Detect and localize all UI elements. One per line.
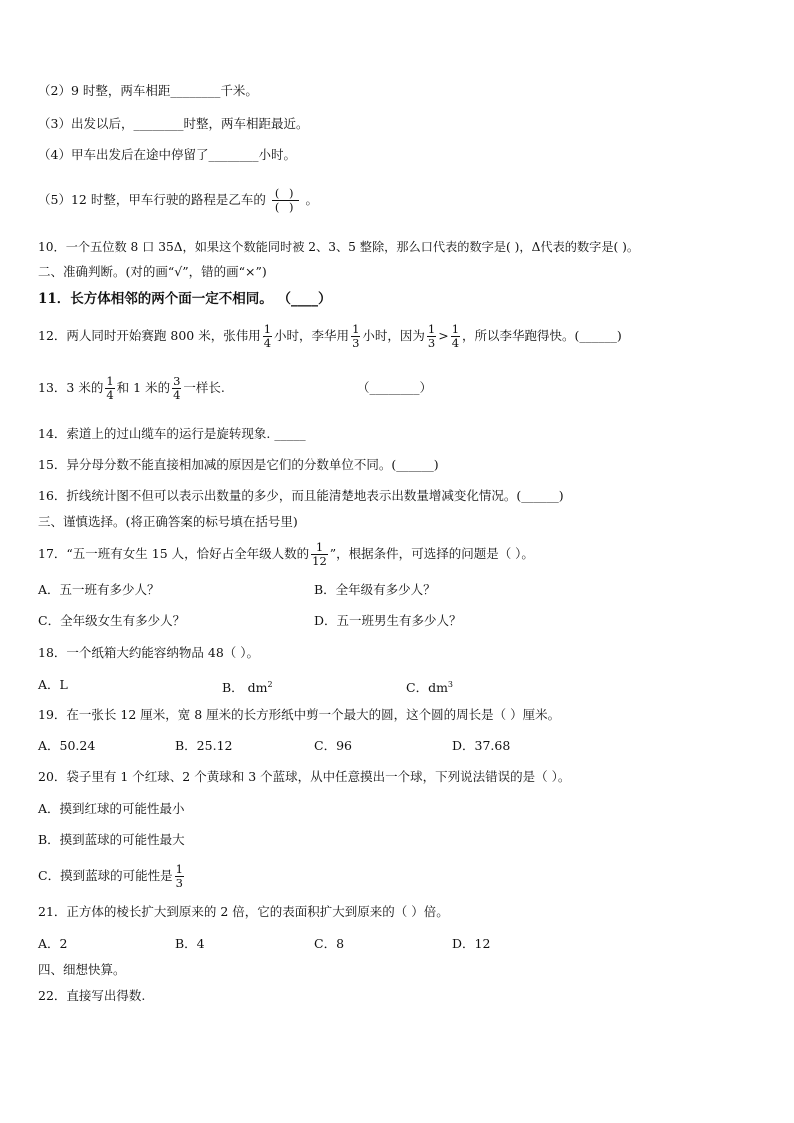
fraction-denominator: 4: [263, 336, 272, 350]
q18-option-a: A．L: [38, 677, 68, 692]
q19-option-d: D．37.68: [452, 738, 511, 753]
q18-option-c-text: C．dm: [406, 680, 448, 696]
question-18: 18．一个纸箱大约能容纳物品 48（ ）。: [38, 645, 260, 660]
q12-fraction-4: [451, 323, 460, 350]
q20-option-b: B．摸到蓝球的可能性最大: [38, 832, 185, 847]
q9-part-5-text: （5）12 时整，甲车行驶的路程是乙车的: [38, 192, 266, 207]
q17-option-d: D．五一班男生有多少人？: [314, 613, 462, 628]
q18-option-c-exponent: 3: [447, 680, 454, 689]
q17-option-b: B．全年级有多少人？: [314, 582, 436, 597]
question-11: 11．长方体相邻的两个面一定不相同。 （____）: [38, 291, 332, 307]
q13-fraction-2: [172, 375, 181, 402]
fraction-denominator: 4: [451, 336, 460, 350]
question-20: 20．袋子里有 1 个红球、2 个黄球和 3 个蓝球，从中任意摸出一个球，下列说法错误的是（ ）。: [38, 769, 571, 784]
fraction-denominator: 4: [106, 388, 114, 402]
greater-than-sign: >: [438, 328, 449, 343]
q13-fraction-1: [105, 375, 114, 402]
q20-option-c-fraction: [175, 863, 184, 890]
fraction-numerator: ( ): [272, 187, 300, 201]
q17-text-b: ”，根据条件，可选择的问题是（ ）。: [329, 546, 534, 561]
q18-option-b: [222, 676, 273, 697]
q12-text-d: ，所以李华跑得快。(______): [462, 328, 622, 343]
q13-text-b: 和 1 米的: [116, 380, 171, 395]
fraction-numerator: 1: [106, 374, 114, 388]
q12-text-a: 12．两人同时开始赛跑 800 米，张伟用: [38, 328, 261, 343]
fraction-numerator: 1: [175, 862, 183, 876]
q17-option-a: A．五一班有多少人？: [38, 582, 160, 597]
q9-part-5: [38, 178, 318, 222]
fraction-denominator: 3: [427, 336, 436, 350]
question-13: [38, 370, 225, 406]
q19-option-a: A．50.24: [38, 738, 96, 753]
question-10: 10．一个五位数 8 口 35Δ，如果这个数能同时被 2、3、5 整除，那么口代表的数字是( )，Δ代表的数字是( )。: [38, 240, 640, 254]
q19-option-c: C．96: [314, 738, 352, 753]
fraction-numerator: 1: [352, 322, 360, 336]
question-21: 21．正方体的棱长扩大到原来的 2 倍，它的表面积扩大到原来的（ ）倍。: [38, 904, 449, 919]
question-16: 16．折线统计图不但可以表示出数量的多少，而且能清楚地表示出数量增减变化情况。(______): [38, 488, 564, 503]
q9-part-4: （4）甲车出发后在途中停留了________小时。: [38, 147, 296, 162]
fraction-numerator: 1: [311, 541, 328, 555]
q20-option-a: A．摸到红球的可能性最小: [38, 801, 185, 816]
fraction-denominator: 3: [352, 336, 360, 350]
fraction-denominator: ( ): [274, 200, 297, 214]
q9-part-3: （3）出发以后，________时整，两车相距最近。: [38, 116, 309, 131]
q9-part-5-end: 。: [305, 192, 318, 207]
q12-text-b: 小时，李华用: [274, 328, 350, 343]
section-4-heading: 四、细想快算。: [38, 962, 126, 977]
q9-part-2: （2）9 时整，两车相距________千米。: [38, 83, 258, 98]
q18-option-b-text: B． dm: [222, 680, 268, 696]
q21-option-a: A．2: [38, 936, 68, 951]
fraction-numerator: 1: [451, 322, 460, 336]
q13-text-c: 一样长.: [183, 380, 225, 395]
question-22: 22．直接写出得数.: [38, 988, 146, 1003]
q21-option-b: B．4: [175, 936, 205, 951]
fraction-denominator: 12: [312, 554, 327, 568]
q13-text-a: 13．3 米的: [38, 380, 104, 395]
q9-part-5-fraction: [272, 187, 300, 214]
section-3-heading: 三、谨慎选择。(将正确答案的标号填在括号里): [38, 514, 298, 529]
q21-option-d: D．12: [452, 936, 491, 951]
q18-option-c: [406, 676, 453, 697]
q17-fraction: [311, 541, 328, 568]
q19-option-b: B．25.12: [175, 738, 233, 753]
fraction-numerator: 3: [173, 374, 181, 388]
q18-option-b-exponent: 2: [267, 680, 273, 689]
fraction-denominator: 4: [173, 388, 181, 402]
fraction-numerator: 1: [427, 322, 436, 336]
q13-answer-blank: （________）: [357, 380, 433, 395]
q12-fraction-3: [427, 323, 436, 350]
question-17: [38, 536, 534, 572]
q12-fraction-1: [263, 323, 272, 350]
question-19: 19．在一张长 12 厘米，宽 8 厘米的长方形纸中剪一个最大的圆，这个圆的周长是（ ）厘米。: [38, 707, 561, 722]
fraction-denominator: 3: [175, 876, 183, 890]
question-14: 14．索道上的过山缆车的运行是旋转现象. _____: [38, 426, 306, 441]
question-15: 15．异分母分数不能直接相加减的原因是它们的分数单位不同。(______): [38, 457, 439, 472]
fraction-numerator: 1: [263, 322, 272, 336]
q20-option-c: [38, 858, 186, 894]
q20-option-c-text: C．摸到蓝球的可能性是: [38, 868, 173, 883]
q12-text-c: 小时，因为: [362, 328, 425, 343]
q12-fraction-2: [351, 323, 360, 350]
q21-option-c: C．8: [314, 936, 345, 951]
section-2-heading: 二、准确判断。(对的画“√”，错的画“×”): [38, 264, 267, 279]
q17-text-a: 17．“五一班有女生 15 人，恰好占全年级人数的: [38, 546, 310, 561]
question-12: [38, 318, 622, 354]
q17-option-c: C．全年级女生有多少人？: [38, 613, 186, 628]
